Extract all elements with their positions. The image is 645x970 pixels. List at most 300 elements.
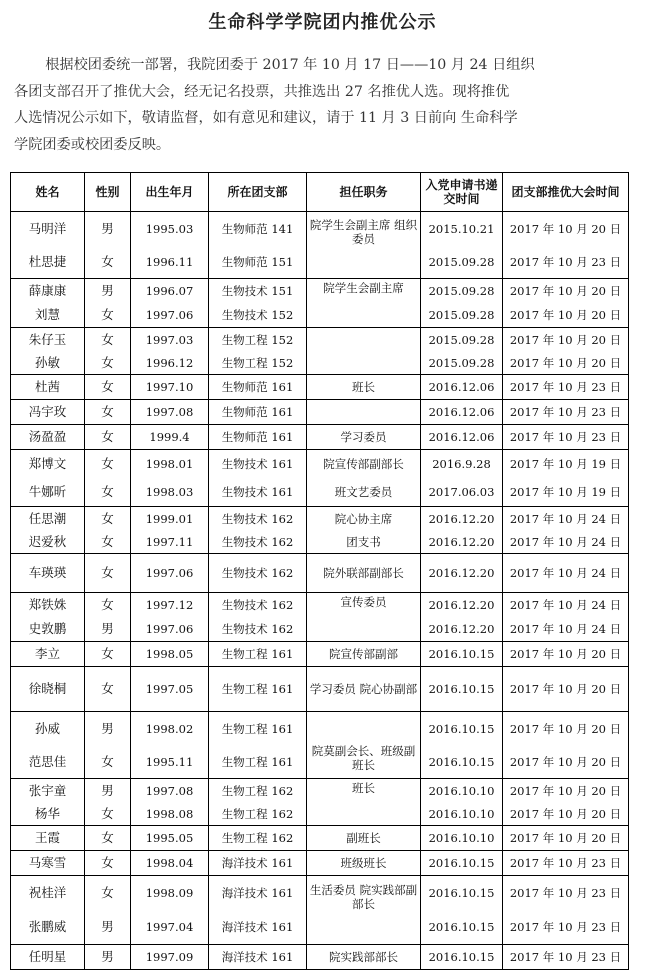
- position-value: 院宣传部副部长: [323, 457, 404, 471]
- branch-value: 生物工程 161: [221, 721, 294, 736]
- position-cell: [307, 712, 421, 779]
- meeting-cell: [503, 876, 629, 945]
- name-value: 李立: [34, 646, 60, 661]
- table-row: [11, 279, 629, 328]
- branch-value: 生物工程 162: [221, 783, 294, 798]
- applied-cell: [421, 593, 503, 642]
- branch-value: 海洋技术 161: [221, 856, 294, 870]
- col-header-branch: 所在团支部: [209, 173, 307, 212]
- meeting-value: 2017 年 10 月 20 日: [509, 284, 622, 298]
- table-row: [11, 945, 629, 970]
- table-row: [11, 826, 629, 851]
- applied-cell: [421, 328, 503, 375]
- branch-cell: [209, 425, 307, 450]
- applied-value: 2015.09.28: [428, 254, 495, 269]
- col-header-position: 担任职务: [307, 173, 421, 212]
- applied-cell: [421, 779, 503, 826]
- applied-value: 2016.10.15: [428, 886, 495, 900]
- meeting-value: 2017 年 10 月 20 日: [509, 355, 622, 370]
- applied-value: 2016.10.10: [428, 806, 495, 821]
- gender-value: 男: [101, 220, 114, 236]
- applied-cell: [421, 375, 503, 400]
- birth-value: 1995.11: [145, 754, 194, 769]
- gender-value: 女: [101, 331, 114, 347]
- gender-cell: [85, 593, 131, 642]
- meeting-value: 2017 年 10 月 20 日: [509, 221, 622, 236]
- gender-cell: [85, 279, 131, 328]
- branch-value: 生物工程 162: [221, 831, 294, 845]
- position-cell: [307, 851, 421, 876]
- position-cell: [307, 642, 421, 667]
- birth-value: 1995.03: [145, 221, 194, 236]
- position-cell: [307, 779, 421, 826]
- gender-value: 男: [101, 621, 114, 636]
- branch-value: 生物技术 162: [221, 622, 294, 636]
- meeting-cell: [503, 851, 629, 876]
- birth-cell: [131, 328, 209, 375]
- col-header-applied: 入党申请书递交时间: [421, 173, 503, 212]
- applied-cell: [421, 642, 503, 667]
- name-cell: [11, 826, 85, 851]
- gender-value: 女: [101, 830, 114, 845]
- branch-cell: [209, 507, 307, 554]
- birth-value: 1999.4: [149, 430, 190, 444]
- branch-cell: [209, 450, 307, 507]
- birth-cell: [131, 593, 209, 642]
- meeting-value: 2017 年 10 月 19 日: [509, 485, 622, 499]
- branch-value: 生物工程 161: [221, 647, 294, 661]
- name-value: 史敦鹏: [28, 621, 67, 636]
- meeting-cell: [503, 712, 629, 779]
- applied-value: 2015.09.28: [428, 308, 495, 322]
- birth-cell: [131, 279, 209, 328]
- meeting-value: 2017 年 10 月 23 日: [509, 430, 622, 444]
- meeting-value: 2017 年 10 月 20 日: [509, 308, 622, 322]
- gender-cell: [85, 328, 131, 375]
- name-cell: [11, 328, 85, 375]
- table-row: [11, 779, 629, 826]
- applied-value: 2016.10.15: [428, 754, 495, 769]
- applied-value: 2016.10.15: [428, 950, 495, 964]
- spacer: [309, 718, 418, 732]
- gender-value: 女: [101, 805, 114, 821]
- branch-value: 生物技术 162: [221, 534, 294, 549]
- birth-value: 1998.08: [145, 806, 194, 821]
- intro-line: 根据校团委统一部署，我院团委于 2017 年 10 月 17 日——10 月 24 日组织: [45, 57, 535, 73]
- name-value: 迟爱秋: [28, 533, 67, 549]
- applied-cell: [421, 712, 503, 779]
- applied-cell: [421, 212, 503, 279]
- position-value: 院心协主席: [334, 511, 393, 526]
- meeting-value: 2017 年 10 月 20 日: [509, 831, 622, 845]
- table-row: [11, 375, 629, 400]
- birth-cell: [131, 400, 209, 425]
- birth-value: 1998.01: [145, 457, 194, 471]
- name-cell: [11, 279, 85, 328]
- meeting-value: 2017 年 10 月 20 日: [509, 647, 622, 661]
- table-row: [11, 851, 629, 876]
- meeting-value: 2017 年 10 月 23 日: [509, 405, 622, 419]
- applied-cell: [421, 400, 503, 425]
- applied-cell: [421, 851, 503, 876]
- applied-value: 2016.12.20: [428, 511, 495, 526]
- position-value: 生活委员 院实践部副部长: [309, 882, 418, 911]
- name-cell: [11, 212, 85, 279]
- birth-value: 1997.08: [145, 783, 194, 798]
- branch-value: 生物工程 161: [221, 754, 294, 769]
- branch-cell: [209, 826, 307, 851]
- gender-value: 女: [101, 379, 114, 394]
- meeting-value: 2017 年 10 月 20 日: [509, 783, 622, 798]
- name-value: 薛康康: [28, 283, 67, 298]
- birth-value: 1998.05: [145, 647, 194, 661]
- gender-value: 女: [101, 484, 114, 499]
- gender-cell: [85, 450, 131, 507]
- branch-value: 生物师范 161: [221, 405, 294, 419]
- applied-cell: [421, 425, 503, 450]
- name-value: 任明星: [28, 949, 67, 964]
- gender-value: 女: [101, 253, 114, 269]
- gender-cell: [85, 507, 131, 554]
- branch-value: 生物工程 161: [221, 682, 294, 696]
- gender-value: 女: [101, 565, 114, 580]
- applied-value: 2015.09.28: [428, 284, 495, 298]
- position-value: 班长: [352, 380, 375, 394]
- position-value: 院莫副会长、班级副班长: [311, 744, 416, 772]
- meeting-value: 2017 年 10 月 24 日: [509, 511, 622, 526]
- birth-value: 1998.03: [145, 485, 194, 499]
- name-cell: [11, 642, 85, 667]
- gender-cell: [85, 375, 131, 400]
- gender-value: 男: [101, 782, 114, 798]
- name-cell: [11, 779, 85, 826]
- birth-value: 1995.05: [145, 831, 194, 845]
- meeting-value: 2017 年 10 月 23 日: [509, 886, 622, 900]
- applied-cell: [421, 826, 503, 851]
- position-cell: [307, 876, 421, 945]
- birth-value: 1997.06: [145, 622, 194, 636]
- branch-value: 生物技术 161: [221, 485, 294, 499]
- branch-value: 生物技术 151: [221, 284, 294, 298]
- birth-value: 1997.08: [145, 405, 194, 419]
- name-value: 徐晓桐: [28, 681, 67, 696]
- applied-value: 2016.10.15: [428, 721, 495, 736]
- birth-value: 1998.04: [145, 856, 194, 870]
- meeting-value: 2017 年 10 月 24 日: [509, 566, 622, 580]
- applied-value: 2016.10.15: [428, 647, 495, 661]
- birth-value: 1996.11: [145, 254, 194, 269]
- meeting-value: 2017 年 10 月 20 日: [509, 721, 622, 736]
- position-value: 院学生会副主席 组织委员: [309, 218, 418, 246]
- meeting-value: 2017 年 10 月 24 日: [509, 534, 622, 549]
- meeting-cell: [503, 642, 629, 667]
- applied-cell: [421, 507, 503, 554]
- name-value: 车瑛瑛: [28, 565, 67, 580]
- gender-cell: [85, 876, 131, 945]
- table-row: [11, 667, 629, 712]
- spacer: [309, 258, 418, 272]
- position-cell: [307, 554, 421, 593]
- position-cell: [307, 400, 421, 425]
- meeting-cell: [503, 779, 629, 826]
- position-cell: [307, 212, 421, 279]
- col-header-meeting: 团支部推优大会时间: [503, 173, 629, 212]
- table-row: [11, 425, 629, 450]
- applied-value: 2015.09.28: [428, 355, 495, 370]
- name-value: 杜思捷: [28, 253, 67, 269]
- birth-cell: [131, 507, 209, 554]
- gender-cell: [85, 642, 131, 667]
- branch-cell: [209, 279, 307, 328]
- meeting-value: 2017 年 10 月 19 日: [509, 457, 622, 471]
- name-value: 杜茜: [34, 379, 60, 394]
- name-cell: [11, 593, 85, 642]
- birth-cell: [131, 851, 209, 876]
- meeting-cell: [503, 400, 629, 425]
- intro-line: 各团支部召开了推优大会，经无记名投票，共推选出 27 名推优人选。现将推优: [14, 83, 510, 100]
- col-header-gender: 性别: [85, 173, 131, 212]
- birth-value: 1997.05: [145, 682, 194, 696]
- gender-cell: [85, 712, 131, 779]
- branch-value: 生物工程 152: [221, 332, 294, 347]
- name-cell: [11, 507, 85, 554]
- name-value: 马明洋: [28, 220, 67, 236]
- applied-cell: [421, 554, 503, 593]
- name-cell: [11, 400, 85, 425]
- gender-cell: [85, 425, 131, 450]
- name-cell: [11, 712, 85, 779]
- applied-value: 2016.12.20: [428, 566, 495, 580]
- birth-value: 1997.06: [145, 308, 194, 322]
- birth-value: 1998.09: [145, 886, 194, 900]
- col-header-birth: 出生年月: [131, 173, 209, 212]
- gender-value: 女: [101, 307, 114, 322]
- meeting-value: 2017 年 10 月 20 日: [509, 754, 622, 769]
- col-header-name: 姓名: [11, 173, 85, 212]
- gender-value: 女: [101, 354, 114, 370]
- birth-value: 1997.03: [145, 332, 194, 347]
- position-value: 团支书: [346, 534, 381, 549]
- name-cell: [11, 851, 85, 876]
- branch-value: 生物技术 162: [221, 566, 294, 580]
- gender-value: 女: [101, 456, 114, 471]
- gender-cell: [85, 851, 131, 876]
- intro-paragraph: [14, 52, 614, 158]
- name-value: 范思佳: [28, 753, 67, 769]
- name-value: 郑博文: [28, 456, 67, 471]
- applied-value: 2016.12.20: [428, 622, 495, 636]
- table-row: [11, 507, 629, 554]
- gender-cell: [85, 826, 131, 851]
- gender-value: 女: [101, 855, 114, 870]
- birth-cell: [131, 425, 209, 450]
- meeting-cell: [503, 279, 629, 328]
- meeting-cell: [503, 507, 629, 554]
- position-value: 班长: [352, 781, 375, 795]
- position-cell: [307, 593, 421, 642]
- birth-value: 1997.12: [145, 598, 194, 612]
- meeting-cell: [503, 212, 629, 279]
- birth-value: 1999.01: [145, 511, 194, 526]
- name-value: 孙敏: [34, 354, 60, 370]
- name-value: 牛娜昕: [28, 484, 67, 499]
- name-value: 郑铁姝: [28, 597, 67, 612]
- gender-cell: [85, 554, 131, 593]
- applied-value: 2016.10.15: [428, 920, 495, 934]
- branch-cell: [209, 593, 307, 642]
- gender-value: 女: [101, 681, 114, 696]
- meeting-value: 2017 年 10 月 20 日: [509, 332, 622, 347]
- branch-value: 生物师范 151: [221, 254, 294, 269]
- gender-cell: [85, 667, 131, 712]
- applied-value: 2016.12.20: [428, 598, 495, 612]
- branch-cell: [209, 642, 307, 667]
- meeting-cell: [503, 826, 629, 851]
- branch-cell: [209, 712, 307, 779]
- applied-cell: [421, 450, 503, 507]
- spacer: [309, 924, 418, 938]
- position-cell: [307, 945, 421, 970]
- branch-value: 生物工程 152: [221, 355, 294, 370]
- gender-value: 男: [101, 720, 114, 736]
- birth-cell: [131, 667, 209, 712]
- meeting-value: 2017 年 10 月 23 日: [509, 950, 622, 964]
- birth-cell: [131, 826, 209, 851]
- name-cell: [11, 375, 85, 400]
- applied-value: 2017.06.03: [428, 485, 495, 499]
- table-header-row: [11, 173, 629, 212]
- branch-value: 海洋技术 161: [221, 886, 294, 900]
- position-value: 院外联部副部长: [323, 566, 404, 580]
- birth-cell: [131, 945, 209, 970]
- meeting-cell: [503, 425, 629, 450]
- meeting-value: 2017 年 10 月 23 日: [509, 856, 622, 870]
- gender-cell: [85, 779, 131, 826]
- table-row: [11, 450, 629, 507]
- birth-cell: [131, 642, 209, 667]
- position-cell: [307, 425, 421, 450]
- meeting-cell: [503, 667, 629, 712]
- branch-cell: [209, 851, 307, 876]
- gender-value: 女: [101, 404, 114, 419]
- branch-value: 海洋技术 161: [221, 950, 294, 964]
- intro-line: 学院团委或校团委反映。: [14, 136, 171, 153]
- gender-value: 女: [101, 646, 114, 661]
- intro-line: 人选情况公示如下，敬请监督，如有意见和建议，请于 11 月 3 日前向 生命科学: [14, 110, 518, 126]
- branch-cell: [209, 375, 307, 400]
- name-value: 张宇童: [28, 782, 67, 798]
- birth-cell: [131, 876, 209, 945]
- applied-cell: [421, 876, 503, 945]
- applied-cell: [421, 667, 503, 712]
- branch-cell: [209, 212, 307, 279]
- position-value: 宣传委员: [340, 595, 387, 609]
- position-value: 班文艺委员: [334, 485, 393, 499]
- applied-value: 2016.10.15: [428, 682, 495, 696]
- birth-value: 1997.09: [145, 950, 194, 964]
- branch-value: 海洋技术 161: [221, 920, 294, 934]
- name-value: 任思潮: [28, 510, 67, 526]
- position-value: 院宣传部副部: [329, 647, 398, 661]
- applied-value: 2016.10.10: [428, 831, 495, 845]
- meeting-value: 2017 年 10 月 20 日: [509, 806, 622, 821]
- name-value: 汤盈盈: [28, 429, 67, 444]
- gender-value: 女: [101, 597, 114, 612]
- name-cell: [11, 667, 85, 712]
- position-cell: [307, 826, 421, 851]
- table-row: [11, 593, 629, 642]
- branch-cell: [209, 667, 307, 712]
- birth-cell: [131, 554, 209, 593]
- birth-value: 1997.10: [145, 380, 194, 394]
- position-cell: [307, 667, 421, 712]
- branch-value: 生物师范 161: [221, 380, 294, 394]
- applied-value: 2016.12.20: [428, 534, 495, 549]
- position-value: 学习委员 院心协副部: [309, 682, 418, 696]
- position-value: 副班长: [346, 831, 381, 845]
- branch-cell: [209, 876, 307, 945]
- gender-value: 女: [101, 533, 114, 549]
- birth-cell: [131, 779, 209, 826]
- table-row: [11, 876, 629, 945]
- meeting-cell: [503, 375, 629, 400]
- position-cell: [307, 328, 421, 375]
- applied-value: 2016.12.06: [428, 430, 495, 444]
- gender-value: 男: [101, 283, 114, 298]
- birth-value: 1996.12: [145, 355, 194, 370]
- position-value: 学习委员: [340, 430, 387, 444]
- table-row: [11, 400, 629, 425]
- meeting-cell: [503, 328, 629, 375]
- birth-value: 1996.07: [145, 284, 194, 298]
- gender-cell: [85, 400, 131, 425]
- meeting-cell: [503, 450, 629, 507]
- name-cell: [11, 450, 85, 507]
- branch-cell: [209, 328, 307, 375]
- position-value: 院学生会副主席: [323, 281, 404, 295]
- branch-cell: [209, 400, 307, 425]
- table-row: [11, 212, 629, 279]
- applied-cell: [421, 945, 503, 970]
- applied-cell: [421, 279, 503, 328]
- name-value: 张鹏威: [28, 919, 67, 934]
- name-value: 王霞: [34, 830, 60, 845]
- position-cell: [307, 279, 421, 328]
- birth-cell: [131, 450, 209, 507]
- gender-cell: [85, 212, 131, 279]
- name-value: 杨华: [34, 805, 60, 821]
- applied-value: 2015.10.21: [428, 221, 495, 236]
- branch-value: 生物技术 162: [221, 511, 294, 526]
- name-value: 朱仔玉: [28, 331, 67, 347]
- branch-cell: [209, 779, 307, 826]
- meeting-cell: [503, 593, 629, 642]
- birth-value: 1997.06: [145, 566, 194, 580]
- meeting-value: 2017 年 10 月 23 日: [509, 254, 622, 269]
- birth-cell: [131, 212, 209, 279]
- branch-value: 生物师范 141: [221, 221, 294, 236]
- birth-value: 1997.04: [145, 920, 194, 934]
- branch-cell: [209, 945, 307, 970]
- gender-value: 男: [101, 949, 114, 964]
- position-value: 班级班长: [340, 856, 387, 870]
- name-value: 马寒雪: [28, 855, 67, 870]
- branch-value: 生物师范 161: [221, 430, 294, 444]
- birth-value: 1998.02: [145, 721, 194, 736]
- applied-value: 2016.12.06: [428, 405, 495, 419]
- table-row: [11, 554, 629, 593]
- meeting-cell: [503, 554, 629, 593]
